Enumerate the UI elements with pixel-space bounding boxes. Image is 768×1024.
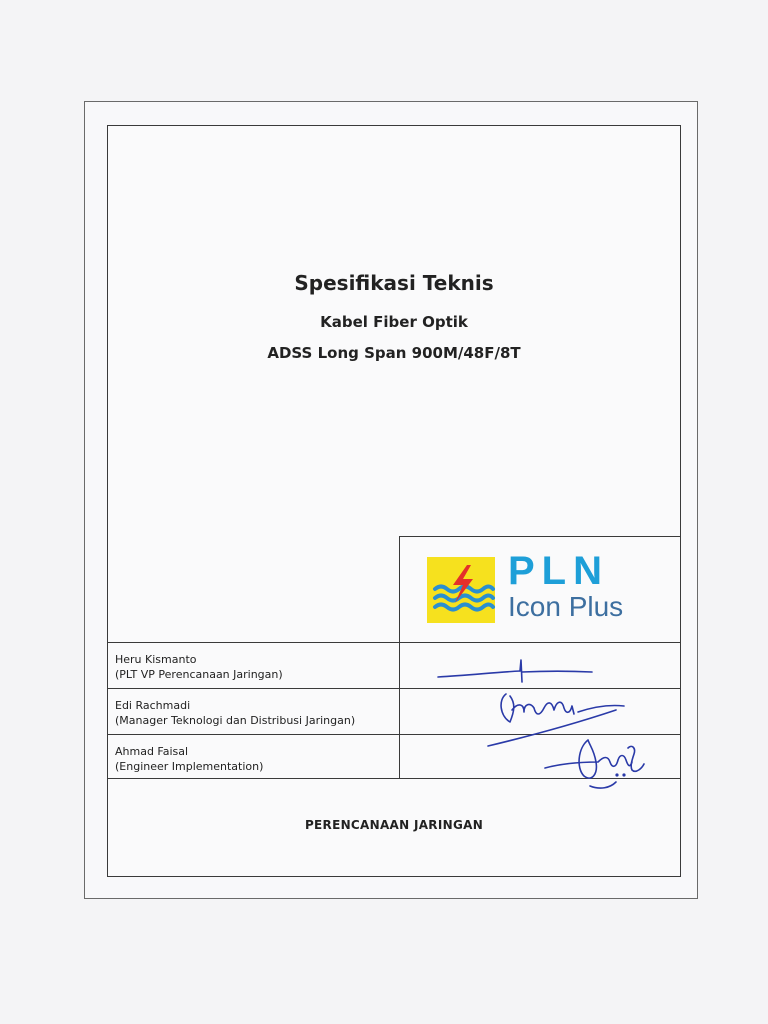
sub-brand-name: Icon Plus xyxy=(508,591,624,622)
brand-name: PLN xyxy=(508,549,609,593)
approval-row xyxy=(107,688,681,734)
pln-logo-icon xyxy=(427,557,495,623)
product-name: ADSS Long Span 900M/48F/8T xyxy=(267,344,521,362)
approval-row xyxy=(107,643,681,688)
approver-name: Edi Rachmadi xyxy=(115,699,191,712)
approver-role: (Manager Teknologi dan Distribusi Jaringan) xyxy=(115,714,356,727)
approval-table xyxy=(107,642,681,779)
column-divider xyxy=(399,643,400,779)
document-title: Spesifikasi Teknis xyxy=(294,271,494,295)
logo-cell xyxy=(399,536,681,642)
document-subtitle: Kabel Fiber Optik xyxy=(320,313,468,331)
approver-name: Heru Kismanto xyxy=(115,653,197,666)
approver-role: (Engineer Implementation) xyxy=(115,760,264,773)
department-label: PERENCANAAN JARINGAN xyxy=(304,818,484,832)
approver-name: Ahmad Faisal xyxy=(115,745,189,758)
approver-role: (PLT VP Perencanaan Jaringan) xyxy=(115,668,283,681)
approval-row xyxy=(107,734,681,779)
